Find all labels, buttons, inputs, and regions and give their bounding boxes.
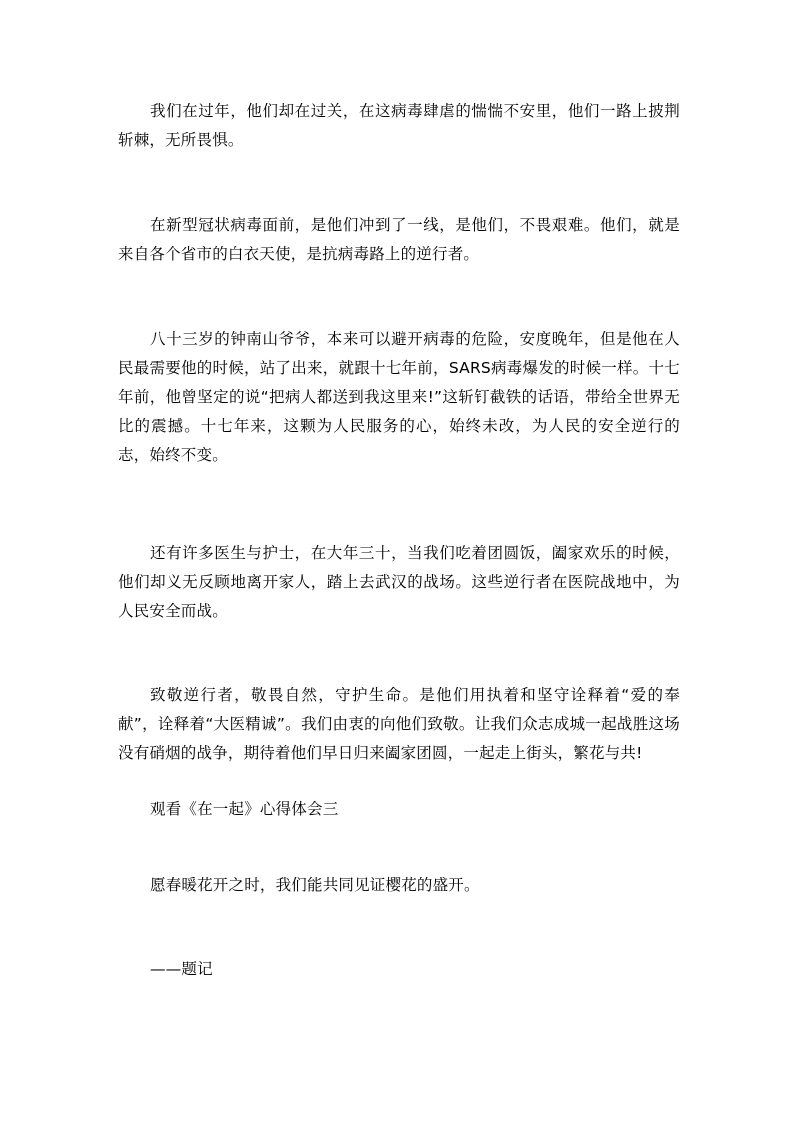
paragraph-5: 致敬逆行者，敬畏自然，守护生命。是他们用执着和坚守诠释着“爱的奉献”，诠释着“大医精诚”。我们由衷的向他们致敬。让我们众志成城一起战胜这场没有硝烟的战争，期待着他们早日归来阖家团圆，一起走上街头，繁花与共! [118, 686, 680, 762]
paragraph-3: 八十三岁的钟南山爷爷，本来可以避开病毒的危险，安度晚年，但是他在人民最需要他的时候，站了出来，就跟十七年前，SARS病毒爆发的时候一样。十七年前，他曾坚定的说“把病人都送到我这里来!”这斩钉截铁的话语，带给全世界无比的震撼。十七年来，这颗为人民服务的心，始终未改，为人民的安全逆行的志，始终不变。 [118, 330, 680, 464]
epigraph: 愿春暖花开之时，我们能共同见证樱花的盛开。 [150, 876, 480, 894]
epigraph-attribution: ——题记 [150, 960, 213, 978]
paragraph-1: 我们在过年，他们却在过关，在这病毒肆虐的惴惴不安里，他们一路上披荆斩棘，无所畏惧。 [118, 102, 680, 149]
section-heading: 观看《在一起》心得体会三 [150, 800, 339, 818]
paragraph-2: 在新型冠状病毒面前，是他们冲到了一线，是他们，不畏艰难。他们，就是来自各个省市的白衣天使，是抗病毒路上的逆行者。 [118, 216, 680, 263]
paragraph-4: 还有许多医生与护士，在大年三十，当我们吃着团圆饭，阖家欢乐的时候，他们却义无反顾地离开家人，踏上去武汉的战场。这些逆行者在医院战地中，为人民安全而战。 [118, 544, 680, 620]
